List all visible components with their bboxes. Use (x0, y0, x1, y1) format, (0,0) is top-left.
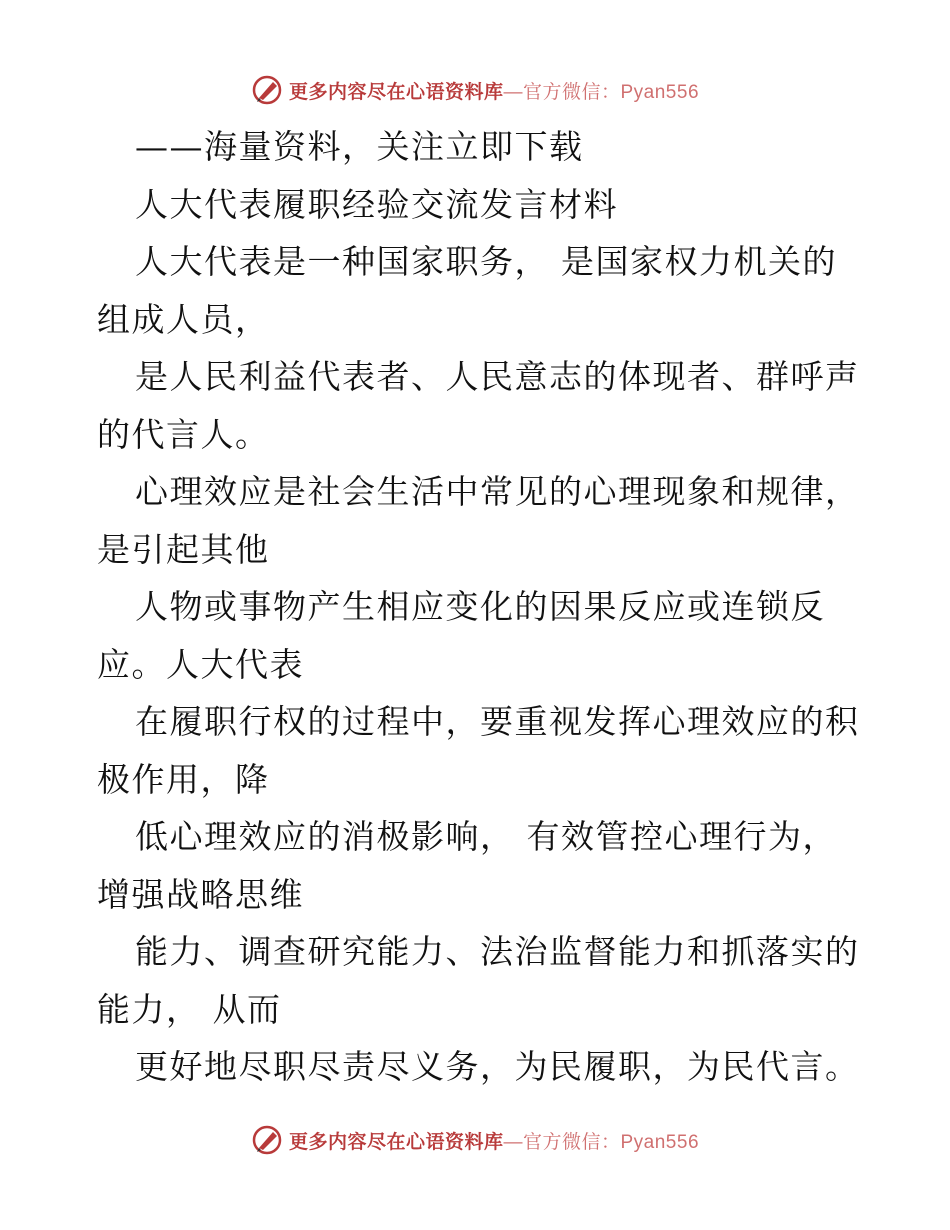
document-body (97, 118, 860, 1096)
text-line: 的代言人。 (97, 414, 270, 454)
pen-logo-icon (251, 1124, 283, 1156)
text-line: 低心理效应的消极影响， 有效管控心理行为， (135, 817, 837, 856)
text-line: ——海量资料，关注立即下载 (135, 127, 584, 166)
footer-banner-text: 更多内容尽在心语资料库—官方微信：Pyan556 (288, 1130, 700, 1153)
text-line: 人物或事物产生相应变化的因果反应或连锁反 (135, 587, 825, 626)
text-line: 应。人大代表 (97, 644, 304, 684)
text-line: 极作用，降 (97, 759, 270, 799)
text-line: 能力、调查研究能力、法治监督能力和抓落实的 (135, 932, 860, 971)
text-line: 人大代表履职经验交流发言材料 (135, 184, 618, 224)
text-line: 是人民利益代表者、人民意志的体现者、群呼声 (135, 357, 860, 396)
text-line: 增强战略思维 (97, 874, 304, 914)
header-banner-text: 更多内容尽在心语资料库—官方微信：Pyan556 (288, 80, 700, 103)
pen-logo-icon (251, 74, 283, 106)
text-line: 是引起其他 (97, 529, 270, 569)
text-line: 人大代表是一种国家职务， 是国家权力机关的 (135, 242, 837, 281)
text-line: 能力， 从而 (97, 989, 282, 1029)
text-line: 更好地尽职尽责尽义务，为民履职，为民代言。 (135, 1047, 860, 1086)
footer-banner (0, 1120, 950, 1160)
text-line: 心理效应是社会生活中常见的心理现象和规律， (135, 472, 860, 511)
header-banner (0, 70, 950, 110)
text-line: 组成人员， (97, 299, 270, 339)
text-line: 在履职行权的过程中，要重视发挥心理效应的积 (135, 702, 860, 741)
